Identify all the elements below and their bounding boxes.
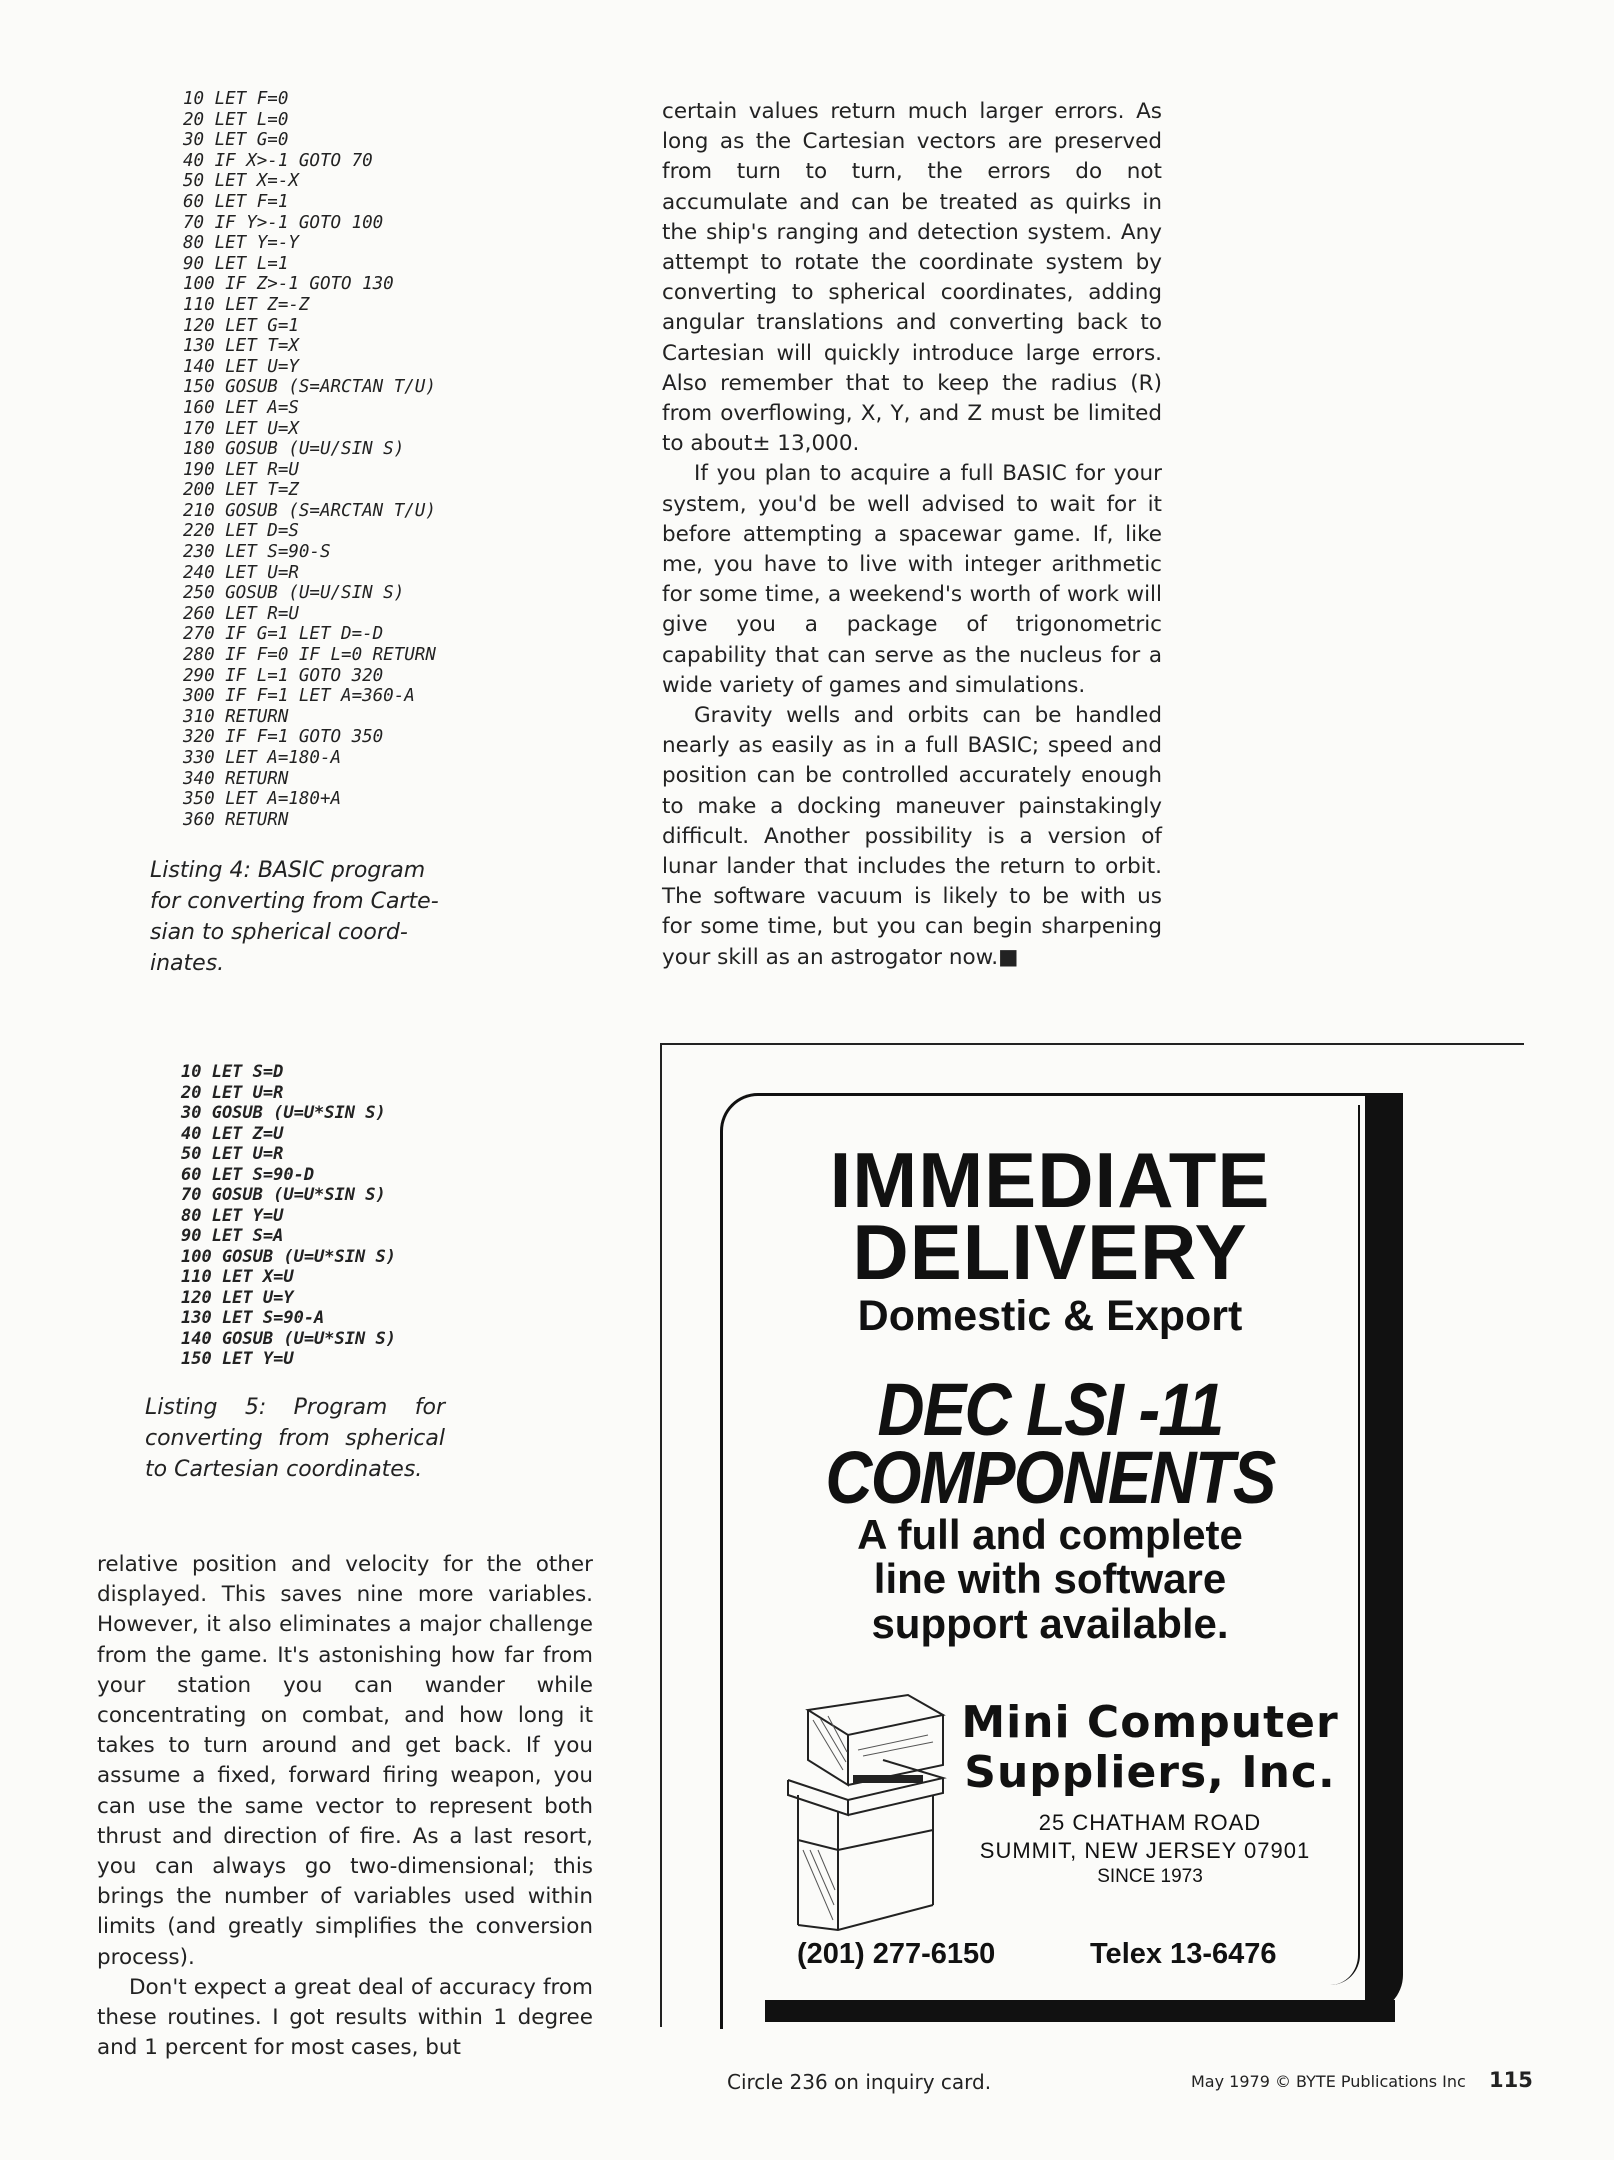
listing-5-code: 10 LET S=D 20 LET U=R 30 GOSUB (U=U*SIN S) 40 LET Z=U 50 LET U=R 60 LET S=90-D 70 GOSUB (U=U*SIN S) 80 LET Y=U 90 LET S=A 100 GOSUB (U=U*SIN S) 110 LET X=U 120 LET U=Y 130 LET S=90-A 140 GOSUB (U=U*SIN S) 150 LET Y=U: [181, 1062, 396, 1369]
page-number: 115: [1489, 2068, 1533, 2092]
right-paragraph-3-text: Gravity wells and orbits can be handled nearly as easily as in a full BASIC; speed and position can be controlled accurately enough to make a docking maneuver painstakingly difficult. Another possibility is a version of lunar lander that includes the return to orbit. The software vacuum is likely to be with us for some time, but you can begin sharpening your skill as an astrogator now.: [662, 703, 1162, 970]
left-paragraph-2: Don't expect a great deal of accuracy from these routines. I got results within 1 degree and 1 percent for most cases, but: [97, 1974, 593, 2061]
ad-phone: (201) 277-6150: [797, 1938, 996, 1970]
ad-headline-delivery: DELIVERY: [852, 1208, 1248, 1296]
ad-company-line-1: Mini Computer: [961, 1697, 1339, 1748]
ad-company-line-2: Suppliers, Inc.: [964, 1747, 1336, 1798]
terminal-illustration: [768, 1690, 953, 1935]
inquiry-note: Circle 236 on inquiry card.: [727, 2070, 992, 2094]
right-paragraph-1: certain values return much larger errors. As long as the Cartesian vectors are preserved from turn to turn, the errors do not accumulate and can be treated as quirks in the ship's ranging and detection system. Any attempt to rotate the coordinate system by converting to spherical coordinates, adding angular translations and converting back to Cartesian will quickly introduce large errors. Also remember that to keep the radius (R) from overflowing, X, Y, and Z must be limited to about± 13,000.: [662, 99, 1162, 457]
right-column-text: [662, 97, 1162, 973]
ad-product-components: COMPONENTS: [825, 1436, 1275, 1519]
ad-tagline-1: A full and complete: [857, 1511, 1243, 1558]
ad-subhead-domestic: Domestic & Export: [857, 1292, 1243, 1340]
left-paragraph-1: relative position and velocity for the other displayed. This saves nine more variables. However, it also eliminates a major challenge from the game. It's astonishing how far from your station you can wander while concentrating on combat, and how long it takes to turn around and get back. If you assume a fixed, forward firing weapon, you can use the same vector to represent both thrust and direction of fire. As a last resort, you can always go two-dimensional; this brings the number of variables used within limits (and greatly simplifies the conversion process).: [97, 1552, 593, 1970]
ad-telex: Telex 13-6476: [1090, 1938, 1277, 1970]
left-column-text: [97, 1550, 593, 2063]
listing-4-caption: Listing 4: BASIC program for converting from Carte-sian to spherical coord-inates.: [150, 858, 439, 976]
ad-tagline-2: line with software: [873, 1555, 1227, 1602]
listing-5-caption: Listing 5: Program for converting from spherical to Cartesian coordinates.: [145, 1395, 445, 1482]
ad-headline-immediate: IMMEDIATE: [829, 1136, 1271, 1224]
ad-address-street: 25 CHATHAM ROAD: [1038, 1810, 1262, 1835]
ad-bottom-bar: [765, 2000, 1395, 2022]
ad-since: SINCE 1973: [1097, 1866, 1203, 1887]
ad-right-bar: [1365, 1093, 1403, 2013]
right-paragraph-2: If you plan to acquire a full BASIC for your system, you'd be well advised to wait for it before attempting a spacewar game. If, like me, you have to live with integer arithmetic for some time, a weekend's worth of work will give you a package of trigonometric capability that can serve as the nucleus for a wide variety of games and simulations.: [662, 461, 1162, 698]
right-paragraph-3: [662, 701, 1162, 973]
ad-tagline-3: support available.: [871, 1600, 1229, 1647]
publication-credit: May 1979 © BYTE Publications Inc: [1191, 2072, 1466, 2091]
ad-address-city: SUMMIT, NEW JERSEY 07901: [979, 1838, 1311, 1863]
listing-4-code: 10 LET F=0 20 LET L=0 30 LET G=0 40 IF X>-1 GOTO 70 50 LET X=-X 60 LET F=1 70 IF Y>-1 GOTO 100 80 LET Y=-Y 90 LET L=1 100 IF Z>-1 GOTO 130 110 LET Z=-Z 120 LET G=1 130 LET T=X 140 LET U=Y 150 GOSUB (S=ARCTAN T/U) 160 LET A=S 170 LET U=X 180 GOSUB (U=U/SIN S) 190 LET R=U 200 LET T=Z 210 GOSUB (S=ARCTAN T/U) 220 LET D=S 230 LET S=90-S 240 LET U=R 250 GOSUB (U=U/SIN S) 260 LET R=U 270 IF G=1 LET D=-D 280 IF F=0 IF L=0 RETURN 290 IF L=1 GOTO 320 300 IF F=1 LET A=360-A 310 RETURN 320 IF F=1 GOTO 350 330 LET A=180-A 340 RETURN 350 LET A=180+A 360 RETURN: [183, 89, 436, 830]
end-mark-icon: ■: [998, 944, 1019, 970]
ad-product-dec: DEC LSI -11: [877, 1368, 1223, 1451]
